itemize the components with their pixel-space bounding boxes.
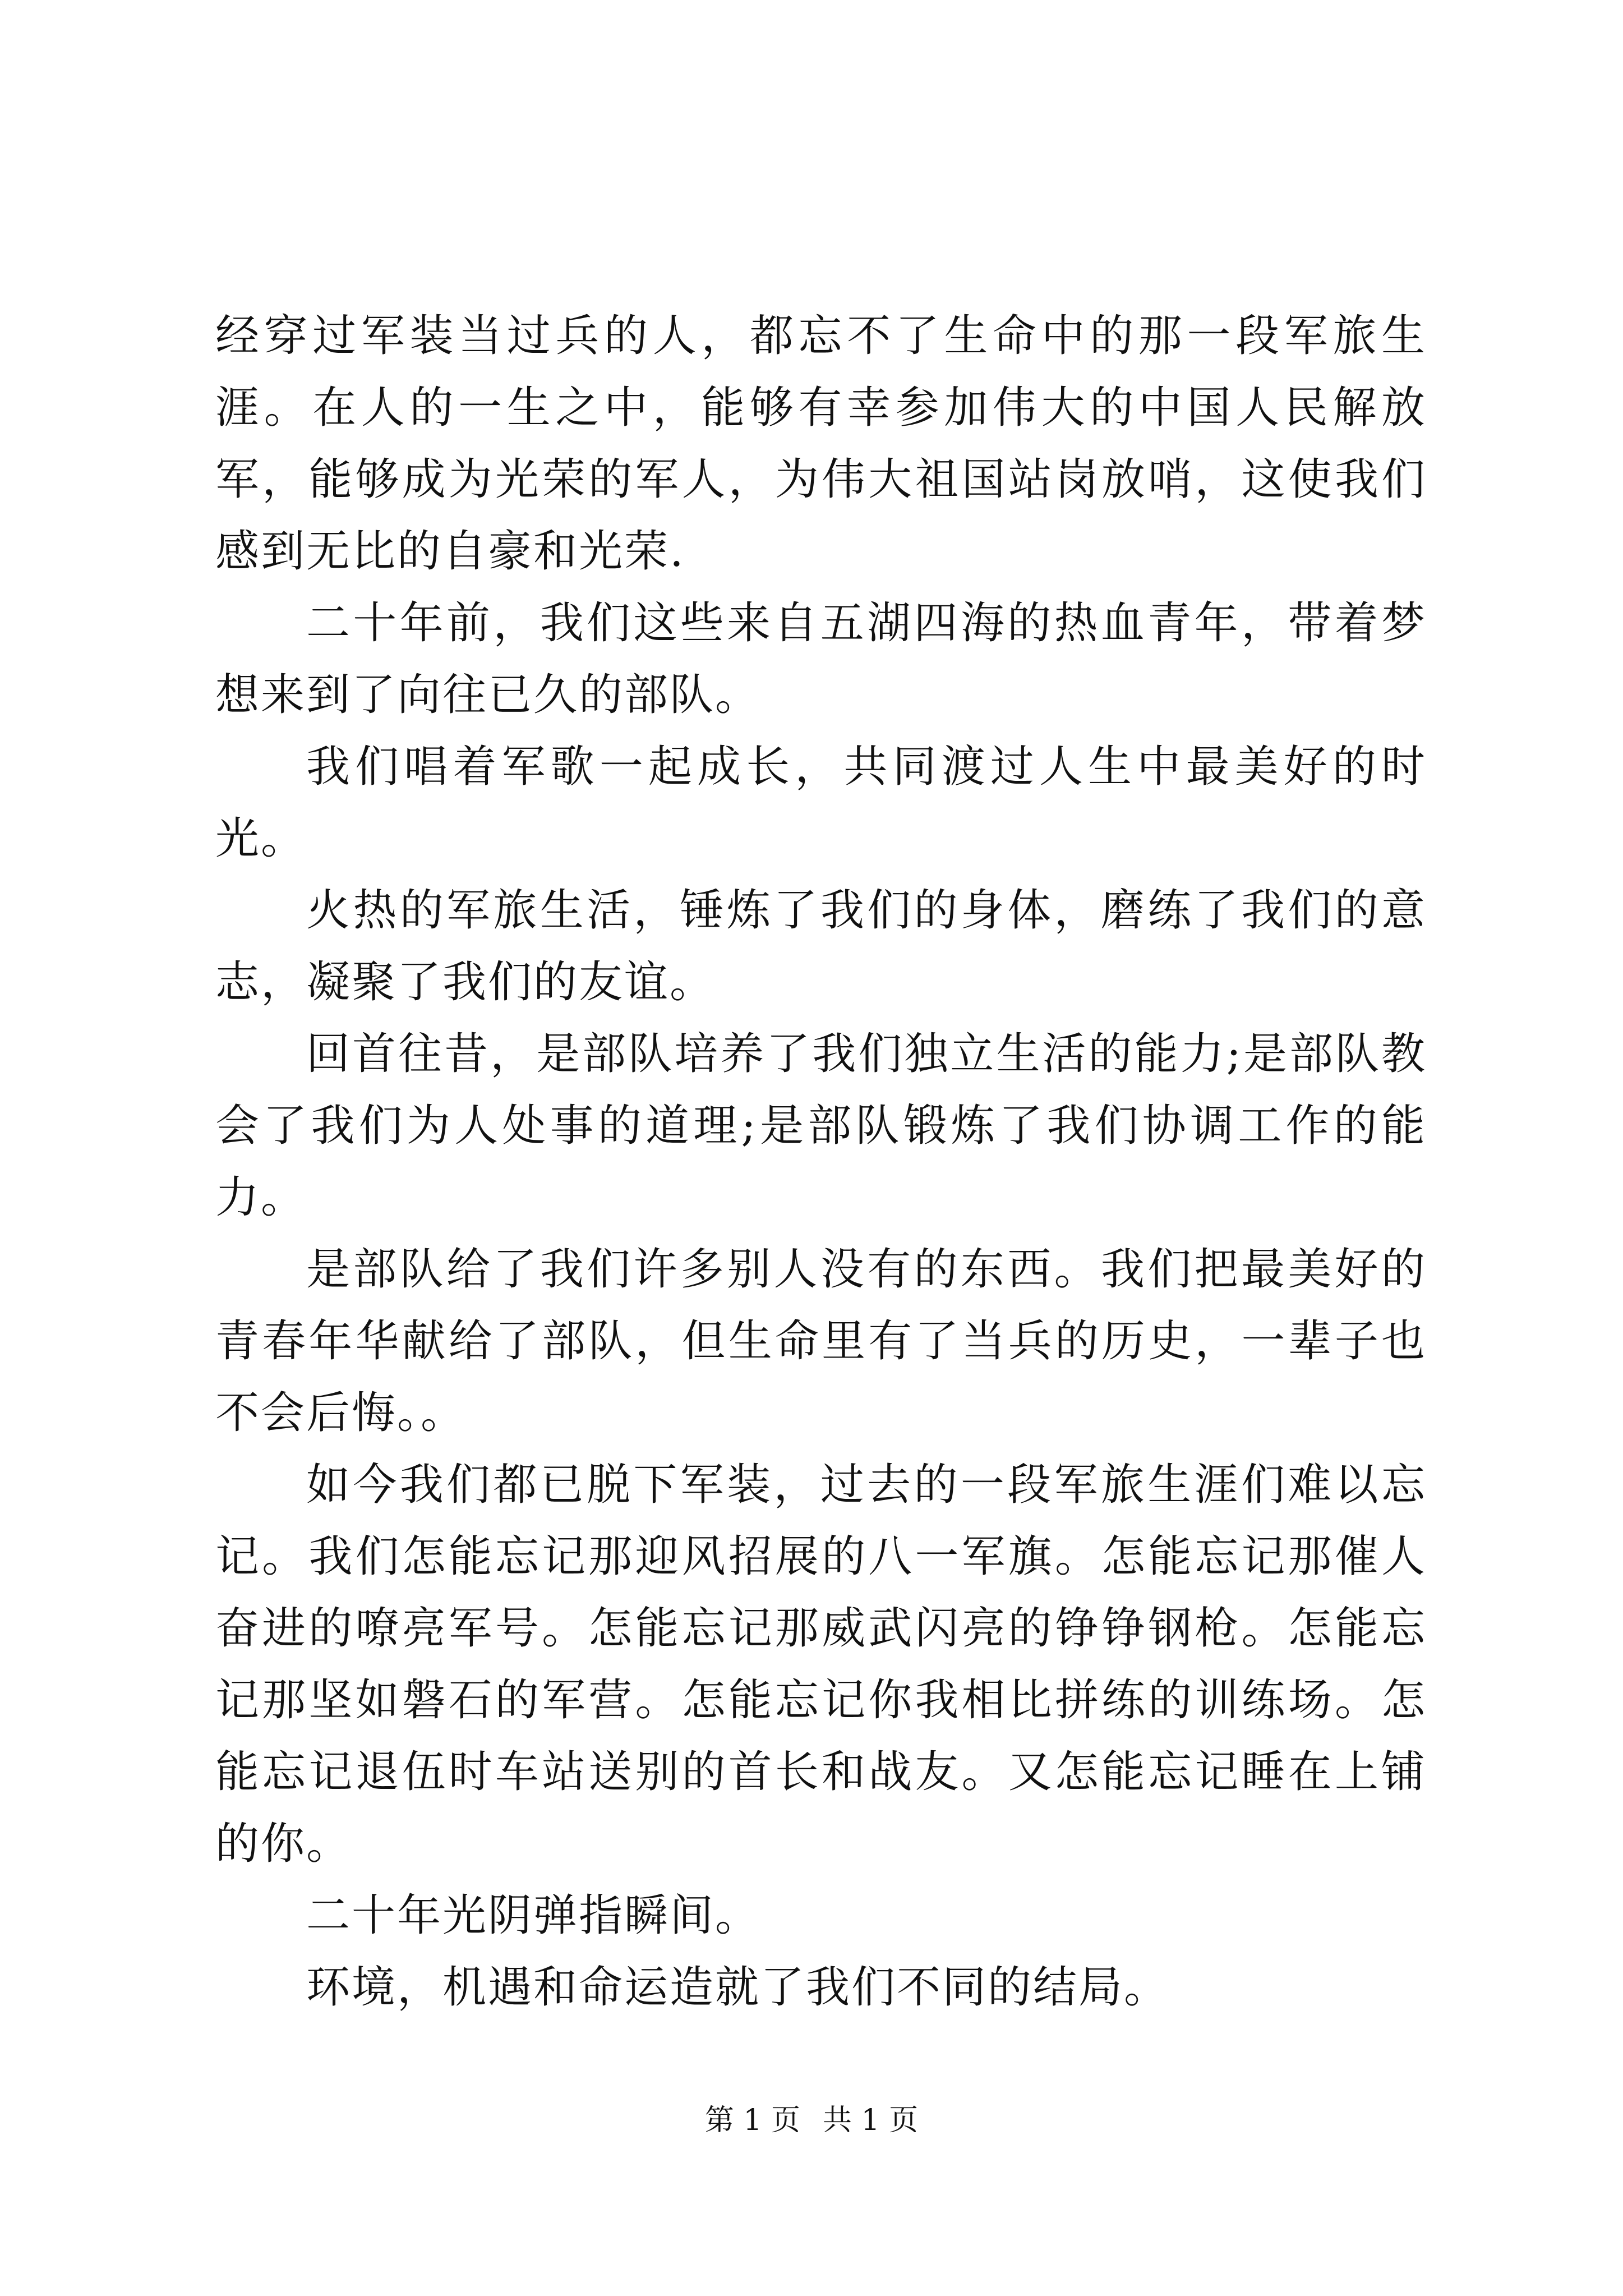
page-footer [0, 2101, 1623, 2140]
paragraph: 二十年光阴弹指瞬间。 [306, 1890, 761, 1941]
paragraph-continued: 经穿过军装当过兵的人，都忘不了生命中的那一段军旅生涯。在人的一生之中，能够有幸参加伟大的中国人民解放军，能够成为光荣的军人，为伟大祖国站岗放哨，这使我们感到无比的自豪和光荣. [215, 311, 1427, 577]
paragraph: 是部队给了我们许多别人没有的东西。我们把最美好的青春年华献给了部队，但生命里有了当兵的历史，一辈子也不会后悔。。 [215, 1244, 1427, 1438]
page-total-label: 共 1 页 [823, 2104, 919, 2137]
document-body [215, 300, 1427, 2023]
paragraph: 如今我们都已脱下军装，过去的一段军旅生涯们难以忘记。我们怎能忘记那迎风招展的八一军旗。怎能忘记那催人奋进的嘹亮军号。怎能忘记那威武闪亮的铮铮钢枪。怎能忘记那坚如磐石的军营。怎能忘记你我相比拼练的训练场。怎能忘记退伍时车站送别的首长和战友。又怎能忘记睡在上铺的你。 [215, 1460, 1427, 1869]
paragraph: 环境，机遇和命运造就了我们不同的结局。 [306, 1962, 1170, 2013]
paragraph: 二十年前，我们这些来自五湖四海的热血青年，带着梦想来到了向往已久的部队。 [215, 598, 1427, 720]
paragraph: 回首往昔，是部队培养了我们独立生活的能力;是部队教会了我们为人处事的道理;是部队锻炼了我们协调工作的能力。 [215, 1029, 1427, 1223]
paragraph: 火热的军旅生活，锤炼了我们的身体，磨练了我们的意志，凝聚了我们的友谊。 [215, 885, 1427, 1007]
paragraph: 我们唱着军歌一起成长，共同渡过人生中最美好的时光。 [215, 742, 1427, 864]
page-number-label: 第 1 页 [704, 2104, 800, 2137]
